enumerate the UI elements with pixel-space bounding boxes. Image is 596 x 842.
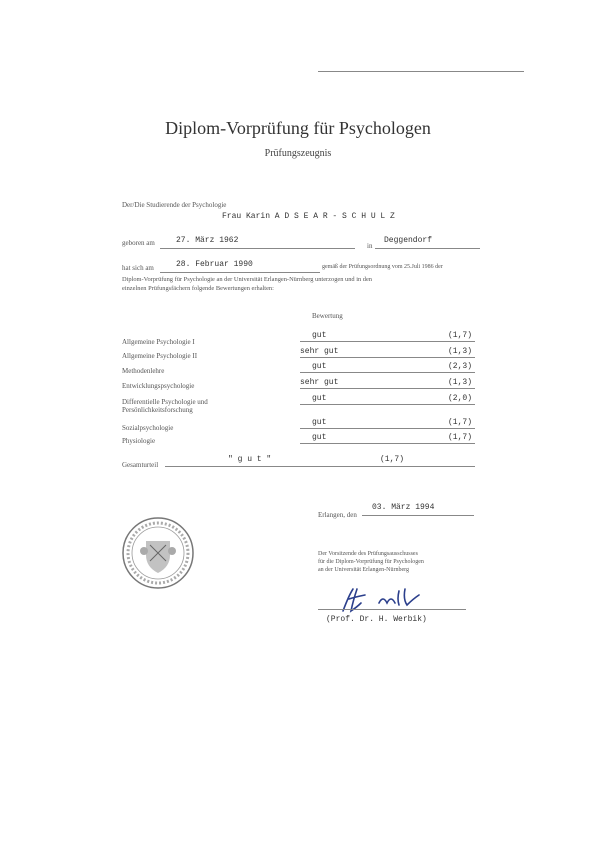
- grading-header: Bewertung: [312, 312, 343, 320]
- subject-grade-num: (1,7): [448, 433, 473, 442]
- student-name: Frau Karin A D S E A R - S C H U L Z: [222, 212, 395, 221]
- subject-name: Differentielle Psychologie und: [122, 398, 208, 406]
- document-title: Diplom-Vorprüfung für Psychologen: [165, 118, 431, 138]
- top-rule: [318, 71, 524, 72]
- signature-rule: [318, 609, 466, 610]
- subject-grade-word: gut: [312, 433, 327, 442]
- official-seal-icon: [120, 515, 196, 591]
- overall-grade: " g u t ": [228, 455, 272, 464]
- chair-line-1: Der Vorsitzende des Prüfungsausschusses: [318, 551, 418, 557]
- birth-date: 27. März 1962: [176, 236, 239, 245]
- intro-label: Der/Die Studierende der Psychologie: [122, 201, 227, 209]
- exam-date-rule: [160, 272, 320, 273]
- exam-text-3: einzelnen Prüfungsfächern folgende Bewertungen erhalten:: [122, 285, 274, 292]
- subject-grade-num: (2,0): [448, 394, 473, 403]
- birthplace-rule: [375, 248, 480, 249]
- subject-name: Methodenlehre: [122, 367, 165, 375]
- subject-rule: [300, 428, 475, 429]
- subject-grade-word: sehr gut: [300, 347, 339, 356]
- in-label: in: [367, 242, 373, 250]
- exam-date: 28. Februar 1990: [176, 260, 253, 269]
- subject-name: Entwicklungspsychologie: [122, 382, 195, 390]
- overall-num: (1,7): [380, 455, 405, 464]
- subject-rule: [300, 372, 475, 373]
- subject-rule: [300, 388, 475, 389]
- exam-date-label: hat sich am: [122, 264, 154, 272]
- signature-icon: [335, 585, 435, 615]
- overall-label: Gesamturteil: [122, 461, 159, 469]
- exam-text-1: gemäß der Prüfungsordnung vom 25.Juli 1986 der: [322, 264, 443, 270]
- subject-rule: [300, 341, 475, 342]
- chair-line-2: für die Diplom-Vorprüfung für Psychologen: [318, 559, 424, 565]
- subject-grade-num: (1,3): [448, 347, 473, 356]
- subject-grade-word: gut: [312, 394, 327, 403]
- birth-place: Deggendorf: [384, 236, 433, 245]
- born-label: geboren am: [122, 239, 155, 247]
- place-date-label: Erlangen, den: [318, 511, 357, 519]
- document-subtitle: Prüfungszeugnis: [264, 148, 332, 159]
- overall-rule: [165, 466, 475, 467]
- subject-grade-num: (1,7): [448, 418, 473, 427]
- subject-grade-word: gut: [312, 331, 327, 340]
- subject-name-line2: Persönlichkeitsforschung: [122, 406, 193, 414]
- subject-name: Allgemeine Psychologie I: [122, 338, 195, 346]
- born-rule: [160, 248, 355, 249]
- issue-date: 03. März 1994: [372, 503, 435, 512]
- subject-rule: [300, 357, 475, 358]
- chair-line-3: an der Universität Erlangen-Nürnberg: [318, 567, 410, 573]
- subject-name: Physiologie: [122, 437, 156, 445]
- subject-rule: [300, 404, 475, 405]
- signatory: (Prof. Dr. H. Werbik): [326, 615, 427, 624]
- subject-grade-word: gut: [312, 418, 327, 427]
- subject-grade-num: (1,7): [448, 331, 473, 340]
- subject-rule: [300, 443, 475, 444]
- subject-grade-word: sehr gut: [300, 378, 339, 387]
- issue-date-rule: [362, 515, 474, 516]
- subject-name: Sozialpsychologie: [122, 424, 174, 432]
- exam-text-2: Diplom-Vorprüfung für Psychologie an der Universität Erlangen-Nürnberg unterzogen und in den: [122, 276, 373, 283]
- subject-name: Allgemeine Psychologie II: [122, 352, 198, 360]
- subject-grade-num: (1,3): [448, 378, 473, 387]
- subject-grade-num: (2,3): [448, 362, 473, 371]
- subject-grade-word: gut: [312, 362, 327, 371]
